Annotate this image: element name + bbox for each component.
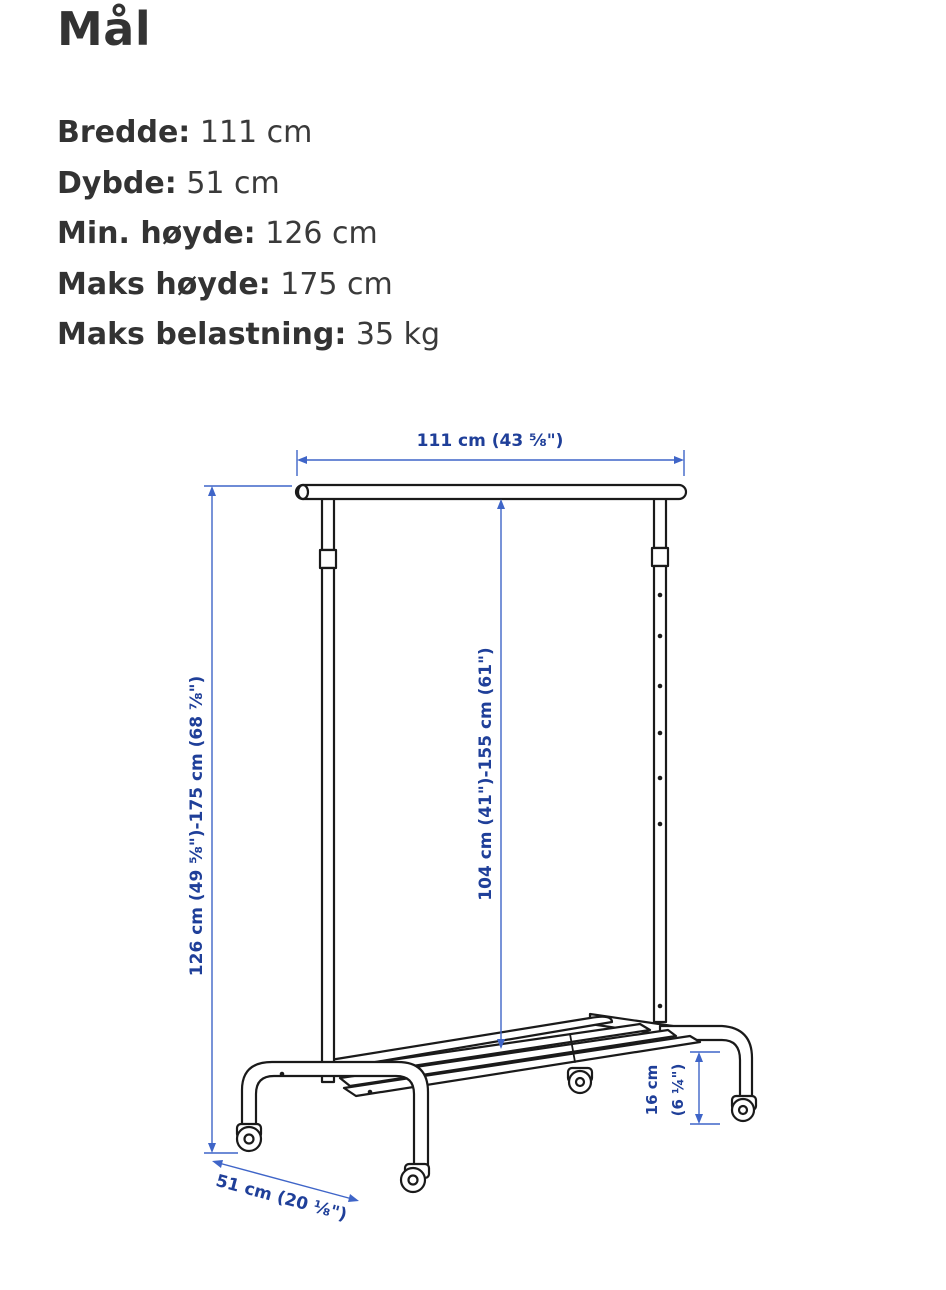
depth-dimension (212, 1160, 359, 1225)
width-dimension-label: 111 cm (43 ⅝") (416, 431, 564, 451)
spec-max-height (57, 260, 440, 311)
spec-max-load (57, 310, 440, 361)
shelf-height-dimension-label: 16 cm (643, 1064, 661, 1116)
spec-label: Min. høyde: (57, 216, 256, 251)
spec-min-height (57, 209, 440, 260)
shelf-height-dimension (643, 1052, 720, 1124)
wheel-icon (732, 1096, 756, 1121)
wheel-icon (568, 1068, 592, 1093)
spec-label: Bredde: (57, 115, 191, 150)
spec-value: 35 kg (355, 317, 441, 352)
spec-value: 175 cm (280, 266, 393, 302)
spec-label: Maks belastning: (57, 317, 347, 352)
spec-value: 51 cm (186, 165, 280, 201)
spec-label: Maks høyde: (57, 266, 271, 302)
depth-dimension-label: 51 cm (20 ⅛") (213, 1171, 350, 1226)
clothes-rack-dimension-drawing (0, 380, 946, 1260)
spec-value: 126 cm (265, 216, 378, 251)
spec-depth (57, 159, 440, 210)
spec-width (57, 108, 440, 159)
width-dimension (297, 431, 684, 476)
dimension-specs-list (57, 108, 440, 361)
spec-label: Dybde: (57, 165, 177, 201)
spec-value: 111 cm (199, 115, 313, 150)
hanging-height-dimension (476, 499, 505, 1049)
wheel-icon (237, 1124, 261, 1151)
shelf-height-dimension-label-imperial: (6 ¼") (669, 1063, 687, 1117)
page-title: Mål (57, 2, 152, 56)
total-height-dimension-label: 126 cm (49 ⅝")-175 cm (68 ⅞") (187, 675, 207, 977)
wheel-icon (401, 1164, 429, 1192)
total-height-dimension (187, 486, 292, 1153)
hanging-height-dimension-label: 104 cm (41")-155 cm (61") (476, 647, 496, 901)
